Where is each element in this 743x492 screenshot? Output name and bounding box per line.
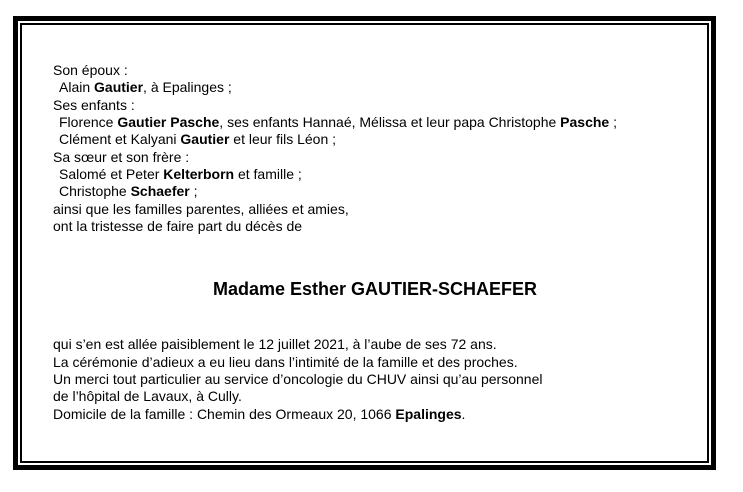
- bold-name-segment: Schaefer: [130, 183, 190, 200]
- text-line: [53, 166, 697, 183]
- text-line: [53, 79, 697, 96]
- text-segment: ont la tristesse de faire part du décès de: [53, 217, 303, 234]
- text-segment: .: [461, 405, 466, 422]
- announcement-content: [22, 25, 707, 423]
- text-segment: ;: [189, 183, 198, 200]
- text-line: [53, 62, 697, 79]
- text-segment: ainsi que les familles parentes, alliées et amies,: [53, 200, 349, 217]
- outer-border-frame: [13, 16, 716, 470]
- text-line: [53, 336, 697, 353]
- text-line: [53, 149, 697, 166]
- bold-name-segment: Gautier Pasche: [117, 113, 220, 130]
- text-segment: ;: [609, 113, 617, 130]
- text-segment: Son époux :: [53, 62, 128, 78]
- bold-name-segment: Pasche: [560, 113, 610, 130]
- text-line: [53, 388, 697, 405]
- text-segment: Christophe: [59, 183, 131, 200]
- text-line: [53, 201, 697, 218]
- text-segment: Sa sœur et son frère :: [53, 148, 190, 165]
- inner-border-frame: [20, 23, 709, 463]
- text-line: [53, 97, 697, 114]
- text-segment: et leur fils Léon ;: [229, 131, 337, 148]
- text-segment: Florence: [59, 113, 118, 130]
- bold-name-segment: Kelterborn: [163, 165, 235, 182]
- text-line: [53, 406, 697, 423]
- text-segment: Clément et Kalyani: [59, 131, 181, 148]
- text-line: [53, 183, 697, 200]
- text-line: [53, 114, 697, 131]
- text-line: [53, 131, 697, 148]
- text-line: [53, 354, 697, 371]
- family-block: [53, 62, 697, 235]
- bold-name-segment: Epalinges: [395, 405, 462, 422]
- text-segment: et famille ;: [234, 165, 302, 182]
- text-segment: de l’hôpital de Lavaux, à Cully.: [53, 388, 242, 405]
- text-segment: Un merci tout particulier au service d’oncologie du CHUV ainsi qu’au personnel: [53, 370, 543, 387]
- text-line: [53, 218, 697, 235]
- text-segment: Alain: [59, 79, 95, 96]
- deceased-name-title: Madame Esther GAUTIER-SCHAEFER: [212, 279, 538, 300]
- text-segment: qui s’en est allée paisiblement le 12 juillet 2021, à l’aube de ses 72 ans.: [53, 336, 497, 353]
- text-segment: La cérémonie d’adieux a eu lieu dans l’intimité de la famille et des proches.: [53, 353, 518, 370]
- text-segment: Salomé et Peter: [59, 165, 164, 182]
- text-segment: , ses enfants Hannaé, Mélissa et leur papa Christophe: [219, 113, 561, 130]
- bold-name-segment: Gautier: [94, 79, 144, 96]
- bold-name-segment: Gautier: [180, 131, 230, 148]
- text-segment: Ses enfants :: [53, 96, 135, 113]
- text-line: [53, 371, 697, 388]
- closing-block: [53, 336, 697, 423]
- text-segment: Domicile de la famille : Chemin des Ormeaux 20, 1066: [53, 405, 396, 422]
- text-segment: , à Epalinges ;: [143, 79, 232, 96]
